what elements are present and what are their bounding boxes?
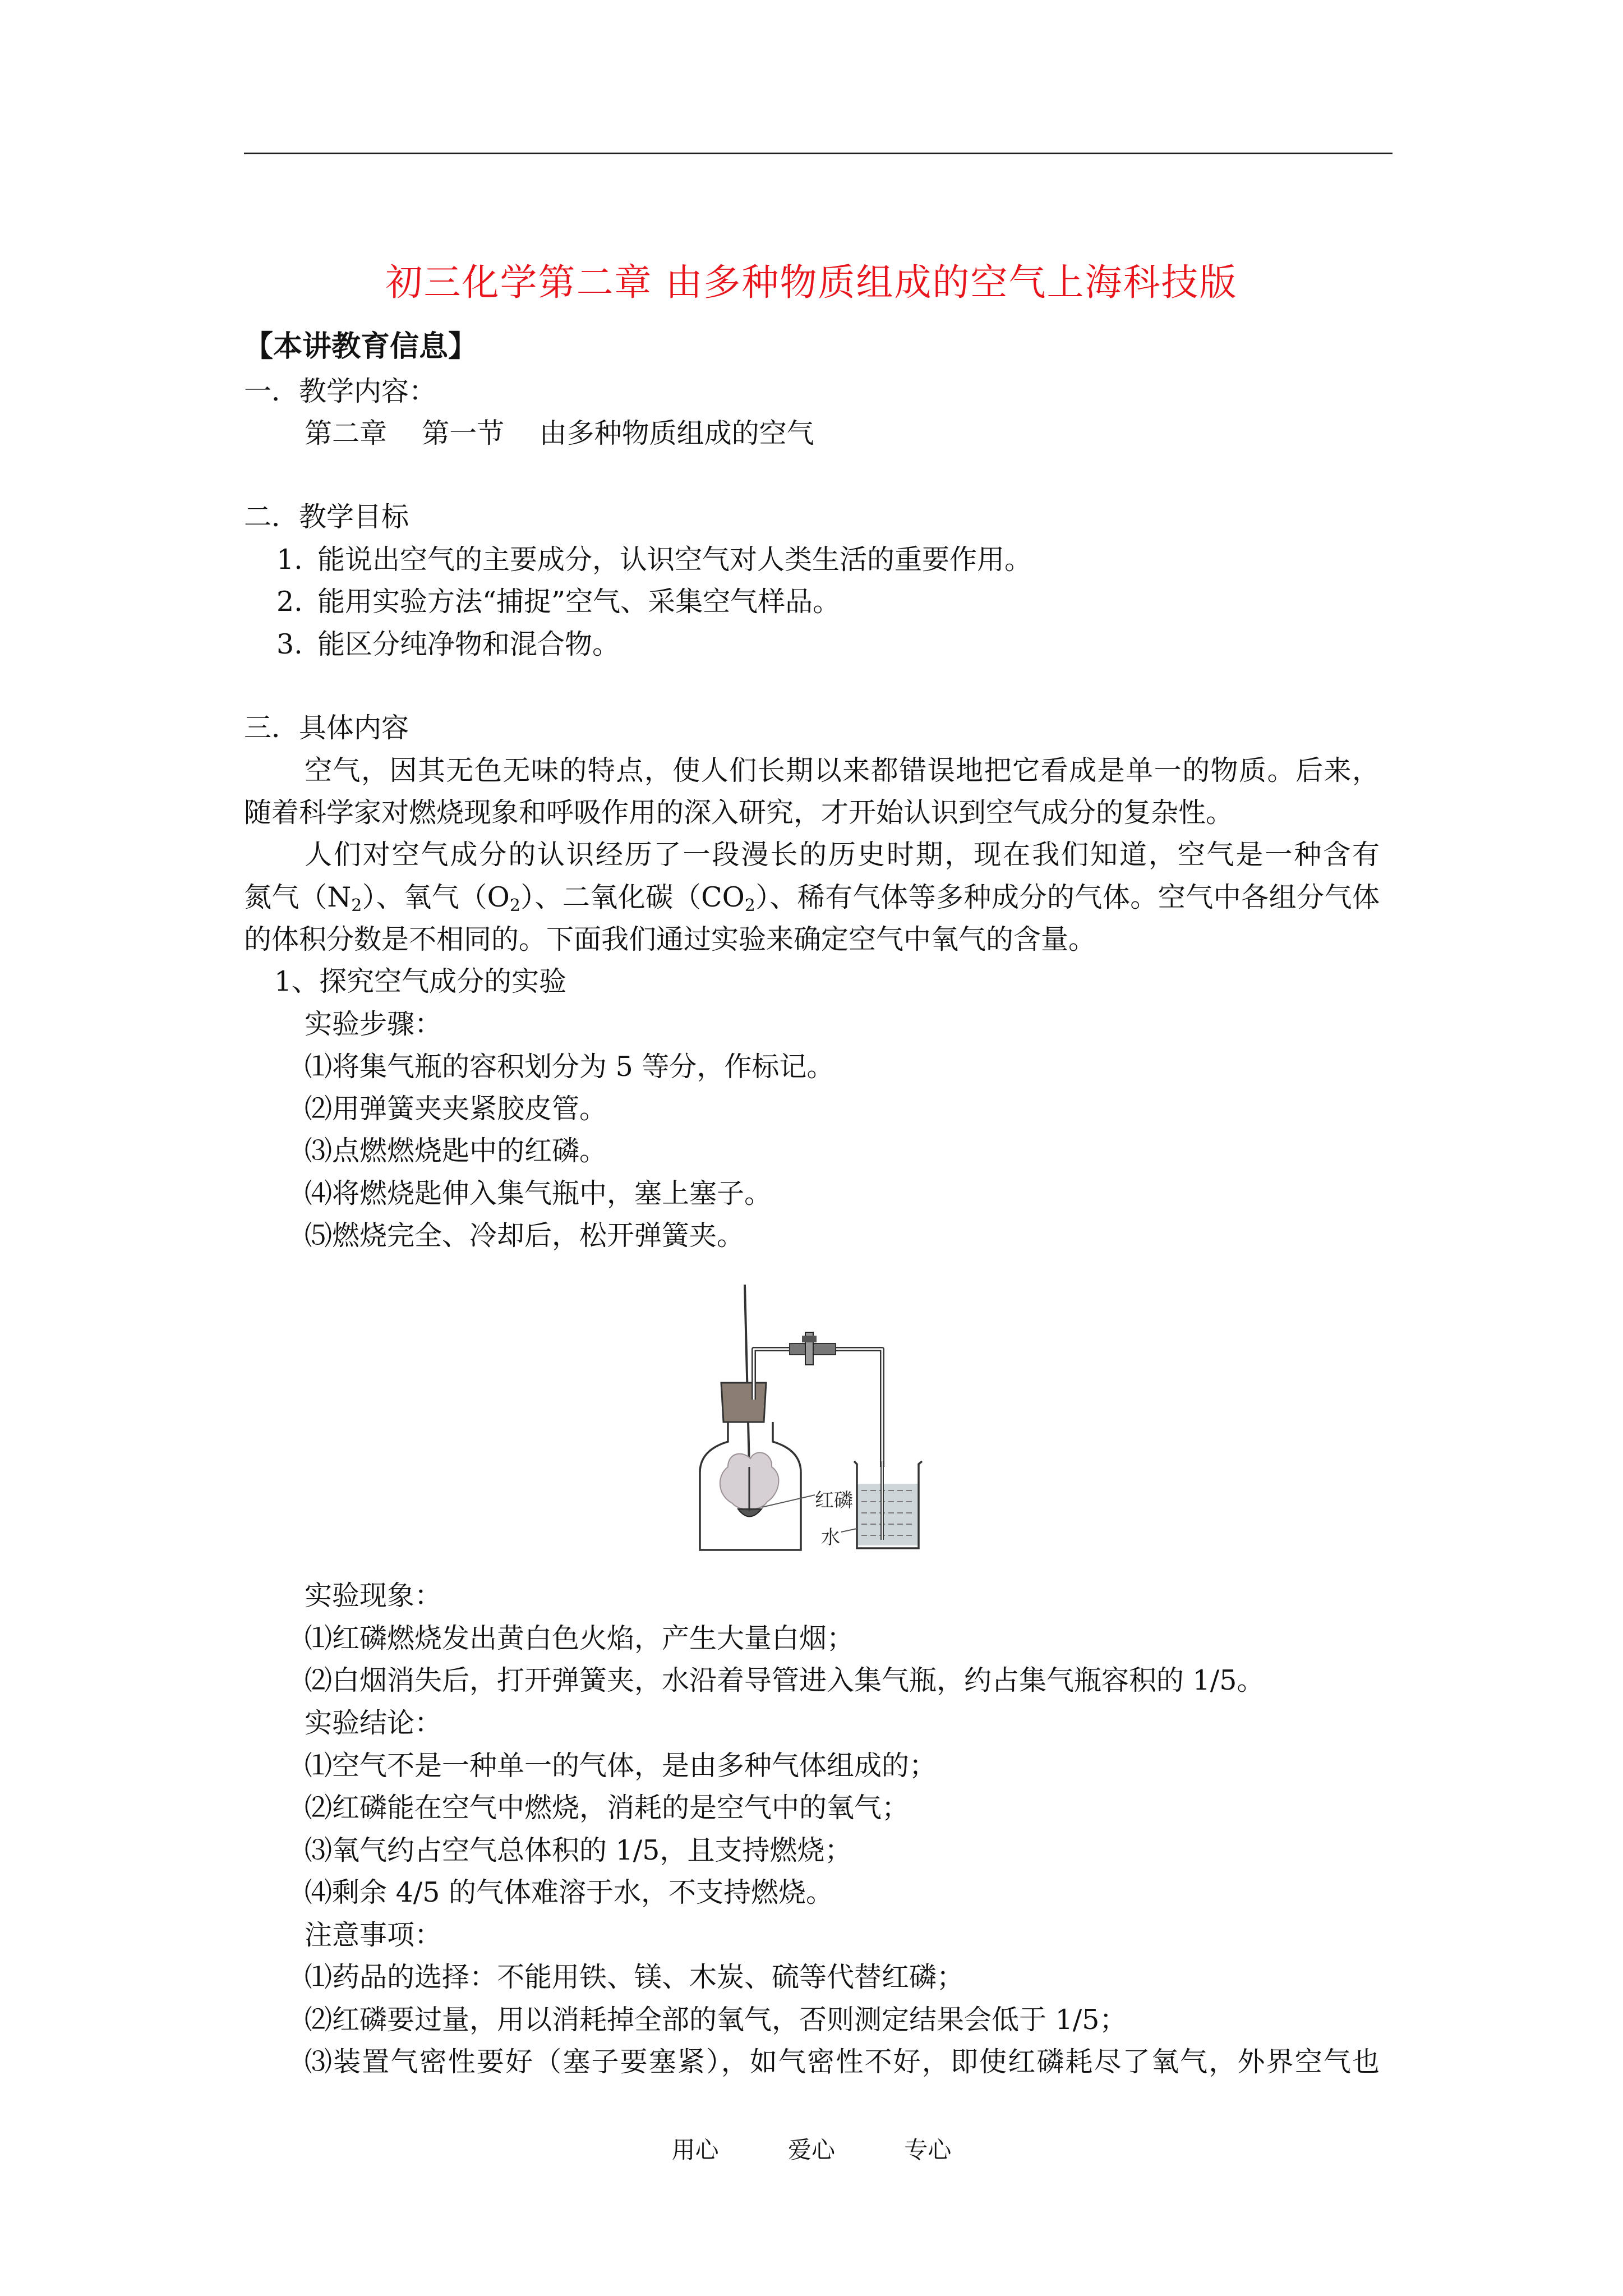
spoon-rod [745,1285,749,1467]
phenomena-heading: 实验现象： [305,1580,442,1612]
part3-heading: 三．具体内容 [244,712,409,744]
step-item: ⑴将集气瓶的容积划分为 5 等分，作标记。 [305,1051,834,1083]
step-item: ⑵用弹簧夹夹紧胶皮管。 [305,1093,607,1125]
label-red-phosphorus: 红磷 [815,1489,853,1512]
objective-number: 1. [276,544,303,576]
step-item: ⑷将燃烧匙伸入集气瓶中，塞上塞子。 [305,1177,772,1209]
note-item: ⑶装置气密性要好（塞子要塞紧），如气密性不好，即使红磷耗尽了氧气，外界空气也 [305,2046,1380,2078]
document-title: 初三化学第二章 由多种物质组成的空气上海科技版 [385,261,1238,304]
step-item: ⑸燃烧完全、冷却后，松开弹簧夹。 [305,1220,745,1251]
paragraph-line: 人们对空气成分的认识经历了一段漫长的历史时期，现在我们知道，空气是一种含有 [305,839,1380,871]
apparatus-diagram [689,1282,949,1554]
paragraph-line: 的体积分数是不相同的。下面我们通过实验来确定空气中氧气的含量。 [244,923,1096,955]
paragraph-line: 随着科学家对燃烧现象和呼吸作用的深入研究，才开始认识到空气成分的复杂性。 [244,797,1234,829]
objective-item: 能用实验方法“捕捉”空气、采集空气样品。 [317,586,841,618]
header-rule [244,153,1393,154]
part1-heading: 一．教学内容： [244,375,437,407]
footer-text: 专心 [904,2136,952,2164]
note-item: ⑵红磷要过量，用以消耗掉全部的氧气，否则测定结果会低于 1/5； [305,2004,1127,2036]
footer-text: 爱心 [787,2136,835,2164]
page-footer [0,2132,1623,2165]
section-heading: 【本讲教育信息】 [244,330,478,364]
phenomenon-item: ⑵白烟消失后，打开弹簧夹，水沿着导管进入集气瓶，约占集气瓶容积的 1/5。 [305,1664,1265,1696]
part2-heading: 二．教学目标 [244,501,409,533]
conclusion-item: ⑶氧气约占空气总体积的 1/5，且支持燃烧； [305,1834,852,1866]
conclusion-item: ⑵红磷能在空气中燃烧，消耗的是空气中的氧气； [305,1792,910,1824]
part1-content: 第二章 第一节 由多种物质组成的空气 [305,417,814,449]
notes-heading: 注意事项： [305,1919,442,1951]
objective-number: 3. [276,628,303,660]
phenomenon-item: ⑴红磷燃烧发出黄白色火焰，产生大量白烟； [305,1622,855,1654]
water [857,1484,919,1545]
objective-item: 能说出空气的主要成分，认识空气对人类生活的重要作用。 [317,544,1032,576]
objective-item: 能区分纯净物和混合物。 [317,628,620,660]
conclusion-item: ⑷剩余 4/5 的气体难溶于水，不支持燃烧。 [305,1876,834,1908]
rubber-stopper [721,1383,766,1422]
note-item: ⑴药品的选择：不能用铁、镁、木炭、硫等代替红磷； [305,1961,965,1993]
steps-heading: 实验步骤： [305,1008,442,1040]
experiment-title: 1、探究空气成分的实验 [274,965,567,997]
paragraph-line: 空气，因其无色无味的特点，使人们长期以来都错误地把它看成是单一的物质。后来， [305,754,1380,786]
paragraph-line-formulas: 氮气$(N_2)$、氧气$(O_2)$、二氧化碳$(CO_2)$、稀有气体等多种成分的气体。空气中各组分气体 [244,881,1380,915]
label-water: 水 [821,1526,840,1549]
conclusion-item: ⑴空气不是一种单一的气体，是由多种气体组成的； [305,1750,937,1782]
footer-text: 用心 [671,2136,719,2164]
apparatus-figure [689,1282,949,1554]
step-item: ⑶点燃燃烧匙中的红磷。 [305,1135,607,1167]
conclusion-heading: 实验结论： [305,1707,442,1739]
objective-number: 2. [276,586,303,618]
